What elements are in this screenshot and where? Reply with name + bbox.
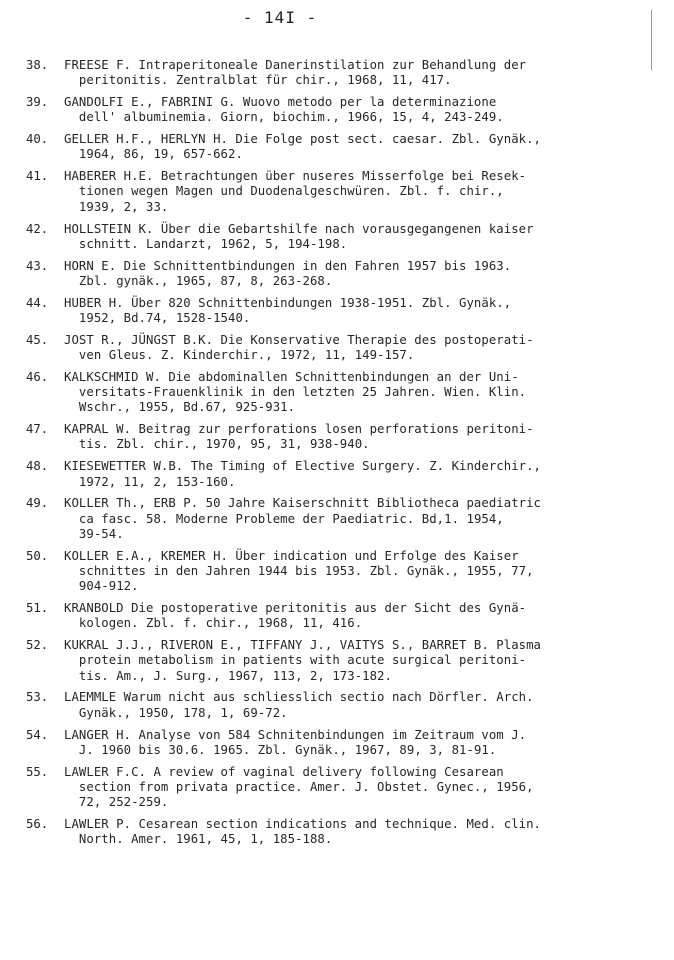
reference-number: 51. xyxy=(26,601,49,616)
reference-item xyxy=(26,370,656,416)
reference-number: 50. xyxy=(26,548,49,563)
reference-number: 39. xyxy=(26,95,49,110)
reference-item xyxy=(26,690,656,720)
reference-text: LAWLER F.C. A review of vaginal delivery following Cesarean section from privata practice. Amer. J. Obstet. Gynec., 1956, 72, 252-259. xyxy=(64,764,534,810)
reference-item xyxy=(26,58,656,88)
reference-number: 42. xyxy=(26,221,49,236)
reference-text: HABERER H.E. Betrachtungen über nuseres Misserfolge bei Resek- tionen wegen Magen und Duodenalgeschwüren. Zbl. f. chir., 1939, 2, 33. xyxy=(64,169,527,214)
reference-item xyxy=(26,765,656,811)
reference-item xyxy=(26,222,656,252)
reference-number: 45. xyxy=(26,332,49,347)
reference-text: KALKSCHMID W. Die abdominallen Schnittenbindungen an der Uni- versitats-Frauenklinik in den letzten 25 Jahren. Wien. Klin. Wschr., 1955, Bd.67, 925-931. xyxy=(64,369,527,415)
reference-text: HORN E. Die Schnittentbindungen in den Fahren 1957 bis 1963. Zbl. gynäk., 1965, 87, 8, 263-268. xyxy=(64,258,512,288)
reference-list xyxy=(26,58,656,854)
reference-number: 52. xyxy=(26,638,49,653)
reference-number: 38. xyxy=(26,58,49,72)
reference-text: GANDOLFI E., FABRINI G. Wuovo metodo per la determinazione dell' albuminemia. Giorn, biochim., 1966, 15, 4, 243-249. xyxy=(64,95,504,125)
reference-text: KOLLER Th., ERB P. 50 Jahre Kaiserschnitt Bibliotheca paediatric ca fasc. 58. Moderne Probleme der Paediatric. Bd,1. 1954, 39-54. xyxy=(64,496,542,541)
reference-number: 55. xyxy=(26,764,49,779)
reference-text: KUKRAL J.J., RIVERON E., TIFFANY J., VAITYS S., BARRET B. Plasma protein metabolism in patients with acute surgical peritoni- tis. Am., J. Surg., 1967, 113, 2, 173-182. xyxy=(64,638,542,683)
reference-text: LAEMMLE Warum nicht aus schliesslich sectio nach Dörfler. Arch. Gynäk., 1950, 178, 1, 69-72. xyxy=(64,690,534,720)
reference-number: 56. xyxy=(26,816,49,831)
reference-item xyxy=(26,95,656,125)
reference-item xyxy=(26,728,656,758)
reference-item xyxy=(26,333,656,363)
reference-item xyxy=(26,132,656,162)
reference-item xyxy=(26,422,656,452)
reference-text: GELLER H.F., HERLYN H. Die Folge post sect. caesar. Zbl. Gynäk., 1964, 86, 19, 657-662. xyxy=(64,132,542,162)
reference-item xyxy=(26,259,656,289)
reference-number: 49. xyxy=(26,496,49,511)
reference-text: KOLLER E.A., KREMER H. Über indication und Erfolge des Kaiser schnittes in den Jahren 1944 bis 1953. Zbl. Gynäk., 1955, 77, 904-912. xyxy=(64,548,534,594)
reference-item xyxy=(26,549,656,595)
reference-text: KAPRAL W. Beitrag zur perforations losen perforations peritoni- tis. Zbl. chir., 1970, 95, 31, 938-940. xyxy=(64,422,534,452)
reference-text: LAWLER P. Cesarean section indications and technique. Med. clin. North. Amer. 1961, 45, 1, 185-188. xyxy=(64,816,542,847)
reference-number: 48. xyxy=(26,459,49,474)
reference-number: 54. xyxy=(26,727,49,742)
reference-text: HUBER H. Über 820 Schnittenbindungen 1938-1951. Zbl. Gynäk., 1952, Bd.74, 1528-1540. xyxy=(64,295,512,325)
reference-text: FREESE F. Intraperitoneale Danerinstilation zur Behandlung der peritonitis. Zentralblat für chir., 1968, 11, 417. xyxy=(64,58,527,88)
reference-number: 46. xyxy=(26,369,49,384)
reference-number: 41. xyxy=(26,169,49,184)
reference-number: 43. xyxy=(26,258,49,273)
reference-number: 40. xyxy=(26,132,49,147)
reference-text: HOLLSTEIN K. Über die Gebartshilfe nach vorausgegangenen kaiser schnitt. Landarzt, 1962, 5, 194-198. xyxy=(64,221,534,251)
reference-item xyxy=(26,296,656,326)
reference-number: 53. xyxy=(26,690,49,705)
reference-text: KIESEWETTER W.B. The Timing of Elective Surgery. Z. Kinderchir., 1972, 11, 2, 153-160. xyxy=(64,459,542,489)
reference-number: 44. xyxy=(26,295,49,310)
reference-number: 47. xyxy=(26,422,49,437)
reference-text: LANGER H. Analyse von 584 Schnitenbindungen im Zeitraum vom J. J. 1960 bis 30.6. 1965. Zbl. Gynäk., 1967, 89, 3, 81-91. xyxy=(64,727,527,757)
reference-item xyxy=(26,638,656,684)
reference-item xyxy=(26,496,656,542)
reference-item xyxy=(26,459,656,489)
reference-text: JOST R., JÜNGST B.K. Die Konservative Therapie des postoperati- ven Gleus. Z. Kinderchir., 1972, 11, 149-157. xyxy=(64,332,534,363)
reference-item xyxy=(26,169,656,215)
reference-item xyxy=(26,817,656,847)
reference-text: KRANBOLD Die postoperative peritonitis aus der Sicht des Gynä- kologen. Zbl. f. chir., 1968, 11, 416. xyxy=(64,601,527,631)
page-number: - 14I - xyxy=(242,8,318,27)
reference-item xyxy=(26,601,656,631)
